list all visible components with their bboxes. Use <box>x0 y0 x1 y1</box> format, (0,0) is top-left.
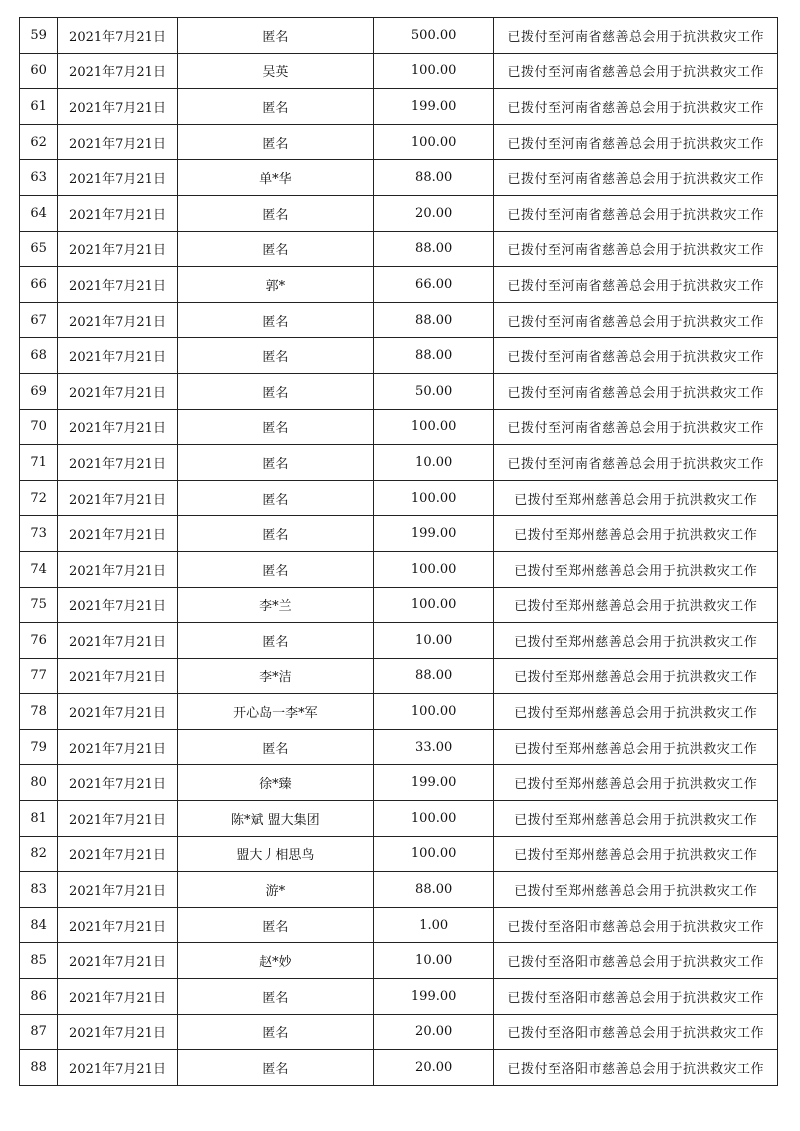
donation-amount: 88.00 <box>373 231 494 267</box>
allocation-status: 已拨付至郑州慈善总会用于抗洪救灾工作 <box>494 836 778 872</box>
row-number: 88 <box>20 1050 58 1086</box>
donation-date: 2021年7月21日 <box>58 658 178 694</box>
table-row <box>20 480 778 516</box>
table-row <box>20 89 778 125</box>
donation-date: 2021年7月21日 <box>58 1014 178 1050</box>
donation-date: 2021年7月21日 <box>58 373 178 409</box>
donation-date: 2021年7月21日 <box>58 267 178 303</box>
donation-amount: 33.00 <box>373 729 494 765</box>
donation-amount: 10.00 <box>373 445 494 481</box>
donation-amount: 20.00 <box>373 1014 494 1050</box>
donation-amount: 100.00 <box>373 409 494 445</box>
row-number: 74 <box>20 551 58 587</box>
donor-name: 陈*斌 盟大集团 <box>177 801 373 837</box>
donation-date: 2021年7月21日 <box>58 729 178 765</box>
donation-amount: 20.00 <box>373 1050 494 1086</box>
donor-name: 盟大丿相思鸟 <box>177 836 373 872</box>
donor-name: 匿名 <box>177 124 373 160</box>
table-row <box>20 160 778 196</box>
row-number: 82 <box>20 836 58 872</box>
donation-date: 2021年7月21日 <box>58 231 178 267</box>
row-number: 72 <box>20 480 58 516</box>
donation-amount: 100.00 <box>373 124 494 160</box>
donation-amount: 100.00 <box>373 587 494 623</box>
row-number: 59 <box>20 18 58 54</box>
donation-date: 2021年7月21日 <box>58 409 178 445</box>
allocation-status: 已拨付至河南省慈善总会用于抗洪救灾工作 <box>494 231 778 267</box>
donor-name: 郭* <box>177 267 373 303</box>
donor-name: 匿名 <box>177 89 373 125</box>
row-number: 71 <box>20 445 58 481</box>
donation-amount: 10.00 <box>373 943 494 979</box>
donation-amount: 500.00 <box>373 18 494 54</box>
table-row <box>20 694 778 730</box>
table-row <box>20 1014 778 1050</box>
table-row <box>20 338 778 374</box>
row-number: 83 <box>20 872 58 908</box>
donation-date: 2021年7月21日 <box>58 18 178 54</box>
allocation-status: 已拨付至河南省慈善总会用于抗洪救灾工作 <box>494 195 778 231</box>
donation-amount: 10.00 <box>373 623 494 659</box>
donation-amount: 100.00 <box>373 801 494 837</box>
allocation-status: 已拨付至郑州慈善总会用于抗洪救灾工作 <box>494 623 778 659</box>
row-number: 63 <box>20 160 58 196</box>
allocation-status: 已拨付至河南省慈善总会用于抗洪救灾工作 <box>494 445 778 481</box>
table-row <box>20 729 778 765</box>
allocation-status: 已拨付至郑州慈善总会用于抗洪救灾工作 <box>494 729 778 765</box>
allocation-status: 已拨付至河南省慈善总会用于抗洪救灾工作 <box>494 409 778 445</box>
allocation-status: 已拨付至河南省慈善总会用于抗洪救灾工作 <box>494 89 778 125</box>
allocation-status: 已拨付至河南省慈善总会用于抗洪救灾工作 <box>494 160 778 196</box>
row-number: 78 <box>20 694 58 730</box>
row-number: 69 <box>20 373 58 409</box>
donor-name: 匿名 <box>177 338 373 374</box>
donation-date: 2021年7月21日 <box>58 872 178 908</box>
table-row <box>20 231 778 267</box>
allocation-status: 已拨付至洛阳市慈善总会用于抗洪救灾工作 <box>494 943 778 979</box>
donor-name: 匿名 <box>177 1014 373 1050</box>
donation-date: 2021年7月21日 <box>58 338 178 374</box>
donor-name: 单*华 <box>177 160 373 196</box>
donor-name: 李*洁 <box>177 658 373 694</box>
allocation-status: 已拨付至洛阳市慈善总会用于抗洪救灾工作 <box>494 907 778 943</box>
donor-name: 开心岛一李*军 <box>177 694 373 730</box>
table-row <box>20 872 778 908</box>
table-row <box>20 907 778 943</box>
donation-amount: 88.00 <box>373 872 494 908</box>
allocation-status: 已拨付至洛阳市慈善总会用于抗洪救灾工作 <box>494 979 778 1015</box>
donor-name: 匿名 <box>177 907 373 943</box>
donation-amount: 88.00 <box>373 160 494 196</box>
donor-name: 匿名 <box>177 516 373 552</box>
allocation-status: 已拨付至河南省慈善总会用于抗洪救灾工作 <box>494 373 778 409</box>
row-number: 80 <box>20 765 58 801</box>
donation-amount: 88.00 <box>373 302 494 338</box>
donation-date: 2021年7月21日 <box>58 979 178 1015</box>
donor-name: 匿名 <box>177 1050 373 1086</box>
donor-name: 赵*妙 <box>177 943 373 979</box>
donation-amount: 50.00 <box>373 373 494 409</box>
donation-amount: 66.00 <box>373 267 494 303</box>
row-number: 86 <box>20 979 58 1015</box>
table-row <box>20 979 778 1015</box>
allocation-status: 已拨付至郑州慈善总会用于抗洪救灾工作 <box>494 587 778 623</box>
row-number: 73 <box>20 516 58 552</box>
donation-amount: 199.00 <box>373 89 494 125</box>
donation-amount: 199.00 <box>373 516 494 552</box>
allocation-status: 已拨付至郑州慈善总会用于抗洪救灾工作 <box>494 872 778 908</box>
allocation-status: 已拨付至河南省慈善总会用于抗洪救灾工作 <box>494 18 778 54</box>
donation-date: 2021年7月21日 <box>58 694 178 730</box>
donor-name: 匿名 <box>177 551 373 587</box>
allocation-status: 已拨付至郑州慈善总会用于抗洪救灾工作 <box>494 658 778 694</box>
row-number: 79 <box>20 729 58 765</box>
donation-amount: 20.00 <box>373 195 494 231</box>
allocation-status: 已拨付至郑州慈善总会用于抗洪救灾工作 <box>494 765 778 801</box>
allocation-status: 已拨付至郑州慈善总会用于抗洪救灾工作 <box>494 801 778 837</box>
donor-name: 匿名 <box>177 480 373 516</box>
donation-date: 2021年7月21日 <box>58 445 178 481</box>
table-row <box>20 445 778 481</box>
allocation-status: 已拨付至河南省慈善总会用于抗洪救灾工作 <box>494 53 778 89</box>
table-row <box>20 551 778 587</box>
allocation-status: 已拨付至郑州慈善总会用于抗洪救灾工作 <box>494 516 778 552</box>
row-number: 77 <box>20 658 58 694</box>
table-body <box>20 18 778 1086</box>
table-row <box>20 302 778 338</box>
donation-amount: 100.00 <box>373 53 494 89</box>
row-number: 76 <box>20 623 58 659</box>
donor-name: 徐*臻 <box>177 765 373 801</box>
donor-name: 匿名 <box>177 979 373 1015</box>
donor-name: 匿名 <box>177 18 373 54</box>
donor-name: 匿名 <box>177 623 373 659</box>
table-row <box>20 516 778 552</box>
allocation-status: 已拨付至郑州慈善总会用于抗洪救灾工作 <box>494 480 778 516</box>
donation-date: 2021年7月21日 <box>58 124 178 160</box>
donation-amount: 1.00 <box>373 907 494 943</box>
table-row <box>20 373 778 409</box>
table-row <box>20 658 778 694</box>
row-number: 67 <box>20 302 58 338</box>
donation-date: 2021年7月21日 <box>58 1050 178 1086</box>
allocation-status: 已拨付至郑州慈善总会用于抗洪救灾工作 <box>494 551 778 587</box>
donation-date: 2021年7月21日 <box>58 907 178 943</box>
donor-name: 匿名 <box>177 373 373 409</box>
table-row <box>20 801 778 837</box>
row-number: 65 <box>20 231 58 267</box>
table-row <box>20 1050 778 1086</box>
donation-date: 2021年7月21日 <box>58 160 178 196</box>
table-row <box>20 124 778 160</box>
donation-date: 2021年7月21日 <box>58 623 178 659</box>
row-number: 62 <box>20 124 58 160</box>
allocation-status: 已拨付至河南省慈善总会用于抗洪救灾工作 <box>494 124 778 160</box>
donation-date: 2021年7月21日 <box>58 89 178 125</box>
row-number: 61 <box>20 89 58 125</box>
allocation-status: 已拨付至洛阳市慈善总会用于抗洪救灾工作 <box>494 1050 778 1086</box>
donation-amount: 88.00 <box>373 658 494 694</box>
donor-name: 吴英 <box>177 53 373 89</box>
donor-name: 匿名 <box>177 195 373 231</box>
row-number: 66 <box>20 267 58 303</box>
row-number: 68 <box>20 338 58 374</box>
donation-date: 2021年7月21日 <box>58 195 178 231</box>
row-number: 87 <box>20 1014 58 1050</box>
donation-amount: 100.00 <box>373 694 494 730</box>
donor-name: 匿名 <box>177 729 373 765</box>
allocation-status: 已拨付至河南省慈善总会用于抗洪救灾工作 <box>494 302 778 338</box>
table-row <box>20 195 778 231</box>
row-number: 84 <box>20 907 58 943</box>
table-row <box>20 943 778 979</box>
donor-name: 李*兰 <box>177 587 373 623</box>
table-row <box>20 765 778 801</box>
donation-amount: 100.00 <box>373 551 494 587</box>
row-number: 75 <box>20 587 58 623</box>
table-row <box>20 267 778 303</box>
table-row <box>20 623 778 659</box>
donation-date: 2021年7月21日 <box>58 551 178 587</box>
donor-name: 匿名 <box>177 445 373 481</box>
donation-amount: 199.00 <box>373 765 494 801</box>
row-number: 60 <box>20 53 58 89</box>
row-number: 64 <box>20 195 58 231</box>
donation-date: 2021年7月21日 <box>58 480 178 516</box>
donation-table <box>19 17 778 1086</box>
table-row <box>20 409 778 445</box>
table-row <box>20 53 778 89</box>
donor-name: 匿名 <box>177 302 373 338</box>
table-row <box>20 587 778 623</box>
donation-date: 2021年7月21日 <box>58 943 178 979</box>
donation-date: 2021年7月21日 <box>58 801 178 837</box>
donor-name: 匿名 <box>177 231 373 267</box>
allocation-status: 已拨付至郑州慈善总会用于抗洪救灾工作 <box>494 694 778 730</box>
donor-name: 匿名 <box>177 409 373 445</box>
donation-amount: 199.00 <box>373 979 494 1015</box>
row-number: 70 <box>20 409 58 445</box>
donation-date: 2021年7月21日 <box>58 587 178 623</box>
row-number: 85 <box>20 943 58 979</box>
donation-date: 2021年7月21日 <box>58 516 178 552</box>
allocation-status: 已拨付至河南省慈善总会用于抗洪救灾工作 <box>494 338 778 374</box>
table-row <box>20 18 778 54</box>
table-row <box>20 836 778 872</box>
donation-amount: 100.00 <box>373 836 494 872</box>
donation-date: 2021年7月21日 <box>58 836 178 872</box>
donation-date: 2021年7月21日 <box>58 302 178 338</box>
donor-name: 游* <box>177 872 373 908</box>
donation-amount: 100.00 <box>373 480 494 516</box>
donation-date: 2021年7月21日 <box>58 765 178 801</box>
donation-date: 2021年7月21日 <box>58 53 178 89</box>
allocation-status: 已拨付至河南省慈善总会用于抗洪救灾工作 <box>494 267 778 303</box>
donation-amount: 88.00 <box>373 338 494 374</box>
row-number: 81 <box>20 801 58 837</box>
allocation-status: 已拨付至洛阳市慈善总会用于抗洪救灾工作 <box>494 1014 778 1050</box>
